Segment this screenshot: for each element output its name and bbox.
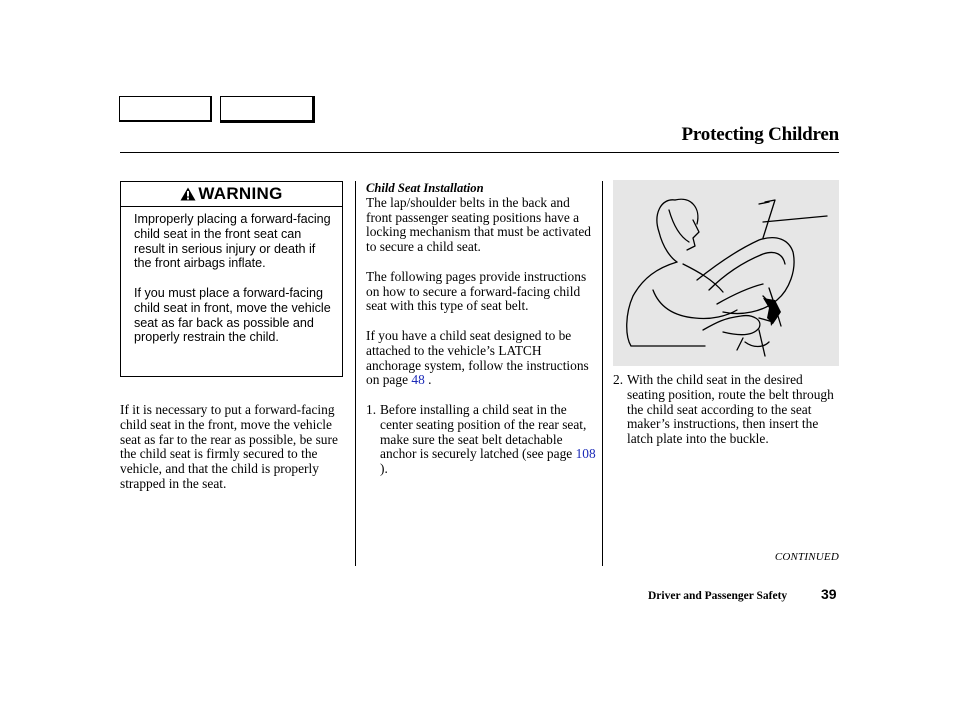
middle-column bbox=[366, 181, 596, 477]
paragraph-3-text: If you have a child seat designed to be attached to the vehicle’s LATCH anchorage system, follow the instructions on page bbox=[366, 327, 589, 388]
warning-paragraph-1: Improperly placing a forward-facing child seat in the front seat can result in serious injury or death if the front airbags inflate. bbox=[134, 212, 331, 271]
nav-button-2[interactable] bbox=[220, 96, 315, 123]
warning-paragraph-2: If you must place a forward-facing child seat in front, move the vehicle seat as far back as possible and properly restrain the child. bbox=[134, 285, 331, 345]
list-number-2: 2. bbox=[613, 372, 624, 387]
header-rule bbox=[120, 152, 839, 153]
warning-label: WARNING bbox=[198, 184, 283, 203]
column-divider-left bbox=[355, 181, 356, 566]
list-1-end: ). bbox=[380, 461, 388, 477]
nav-button-1[interactable] bbox=[119, 96, 212, 122]
child-seat-illustration bbox=[613, 180, 839, 366]
list-number-1: 1. bbox=[366, 401, 377, 417]
list-text-2: With the child seat in the desired seating position, route the belt through the child seat according to the seat maker’s instructions, then insert the latch plate into the buckle. bbox=[627, 372, 834, 447]
middle-paragraph-2: The following pages provide instructions on how to secure a forward-facing child seat with this type of seat belt. bbox=[366, 268, 587, 314]
footer-section-title: Driver and Passenger Safety bbox=[648, 590, 788, 602]
list-1-text: Before installing a child seat in the center seating position of the rear seat, make sure the seat belt detachable anchor is securely latched (see page bbox=[380, 401, 587, 462]
child-seat-drawing bbox=[613, 180, 839, 366]
column-divider-right bbox=[602, 181, 603, 566]
left-column bbox=[120, 403, 344, 507]
page-title: Protecting Children bbox=[681, 124, 839, 145]
section-subheading: Child Seat Installation bbox=[366, 181, 484, 195]
warning-triangle-icon bbox=[180, 187, 196, 201]
continued-label: CONTINUED bbox=[774, 551, 839, 563]
paragraph-3-end: . bbox=[424, 372, 432, 388]
middle-paragraph-3 bbox=[366, 329, 596, 388]
list-item-1 bbox=[366, 403, 596, 477]
warning-header bbox=[121, 182, 342, 207]
right-column bbox=[613, 373, 839, 447]
warning-body bbox=[121, 207, 342, 345]
list-text-1 bbox=[380, 403, 596, 477]
middle-paragraph-1: The lap/shoulder belts in the back and front passenger seating positions have a locking mechanism that must be activated to secure a child seat. bbox=[366, 194, 591, 255]
page-48-link[interactable]: 48 bbox=[411, 372, 425, 388]
list-item-2 bbox=[613, 373, 839, 447]
page-108-link[interactable]: 108 bbox=[575, 446, 596, 462]
page-number: 39 bbox=[821, 586, 837, 602]
left-paragraph: If it is necessary to put a forward-facing child seat in the front, move the vehicle seat as far to the rear as possible, be sure the child seat is firmly secured to the vehicle, and that the child is properly strapped in the seat. bbox=[120, 402, 338, 491]
warning-box bbox=[120, 181, 343, 377]
